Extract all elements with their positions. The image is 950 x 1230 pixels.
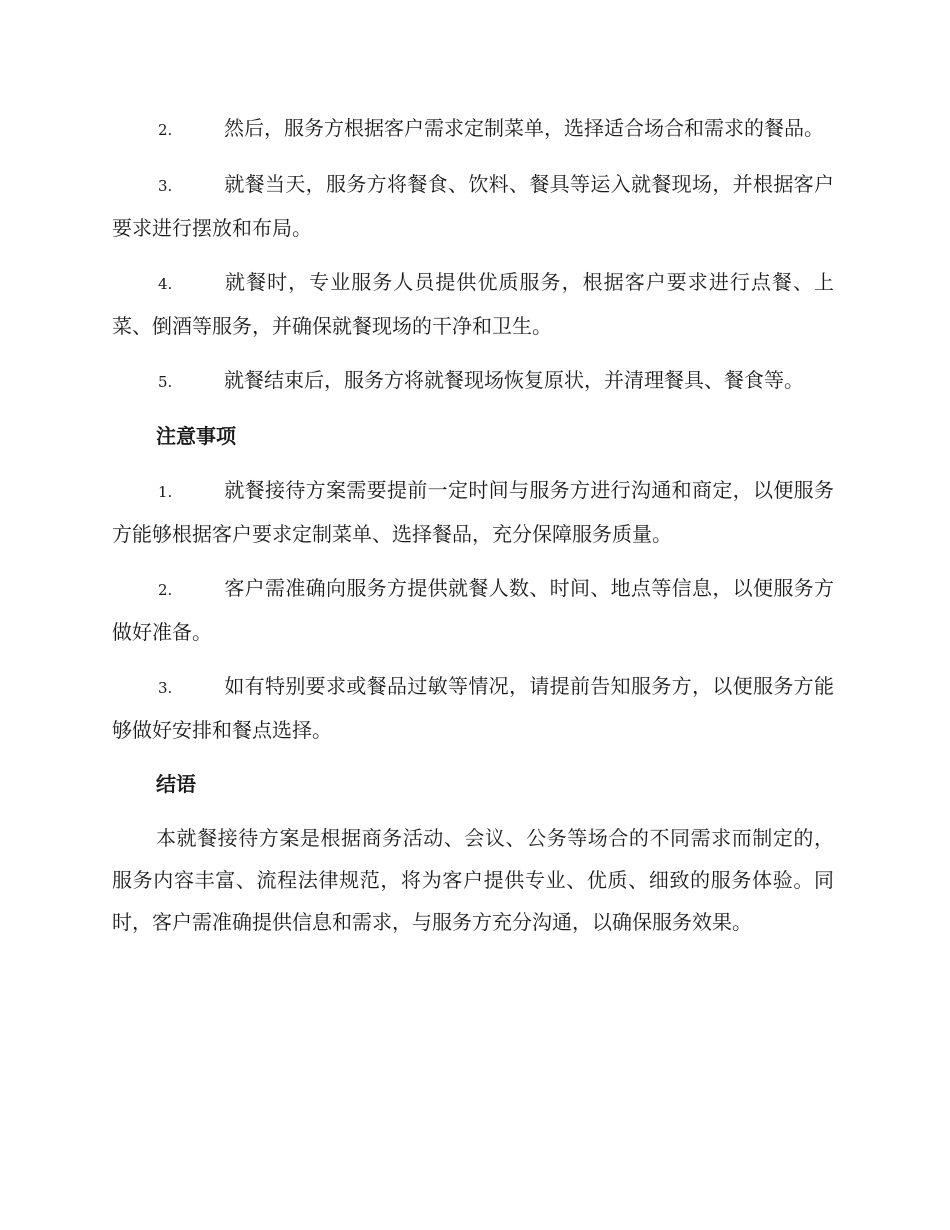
list-number: 3. [158, 679, 173, 697]
list-item [112, 163, 834, 249]
list-number: 1. [158, 483, 173, 501]
list-number: 3. [158, 177, 173, 195]
conclusion-heading: 结语 [156, 772, 196, 796]
list-item [112, 567, 834, 653]
list-item [112, 665, 834, 751]
conclusion-paragraph: 本就餐接待方案是根据商务活动、会议、公务等场合的不同需求而制定的，服务内容丰富、流程法律规范，将为客户提供专业、优质、细致的服务体验。同时，客户需准确提供信息和需求，与服务方充分沟通，以确保服务效果。 [112, 826, 834, 934]
document-page [112, 107, 834, 943]
list-text: 就餐时，专业服务人员提供优质服务，根据客户要求进行点餐、上菜、倒酒等服务，并确保就餐现场的干净和卫生。 [112, 270, 834, 338]
list-item [112, 261, 834, 347]
list-item [112, 107, 834, 151]
list-text: 客户需准确向服务方提供就餐人数、时间、地点等信息，以便服务方做好准备。 [112, 576, 834, 644]
list-text: 就餐接待方案需要提前一定时间与服务方进行沟通和商定，以便服务方能够根据客户要求定制菜单、选择餐品，充分保障服务质量。 [112, 478, 834, 546]
notes-heading: 注意事项 [156, 424, 236, 448]
list-number: 4. [158, 275, 173, 293]
list-text: 如有特别要求或餐品过敏等情况，请提前告知服务方，以便服务方能够做好安排和餐点选择。 [112, 674, 834, 742]
list-item [112, 359, 834, 403]
list-text: 就餐当天，服务方将餐食、饮料、餐具等运入就餐现场，并根据客户要求进行摆放和布局。 [112, 172, 834, 240]
list-number: 5. [158, 373, 173, 391]
list-number: 2. [158, 121, 173, 139]
list-number: 2. [158, 581, 173, 599]
list-text: 然后，服务方根据客户需求定制菜单，选择适合场合和需求的餐品。 [224, 116, 824, 140]
list-item [112, 469, 834, 555]
list-text: 就餐结束后，服务方将就餐现场恢复原状，并清理餐具、餐食等。 [224, 368, 804, 392]
